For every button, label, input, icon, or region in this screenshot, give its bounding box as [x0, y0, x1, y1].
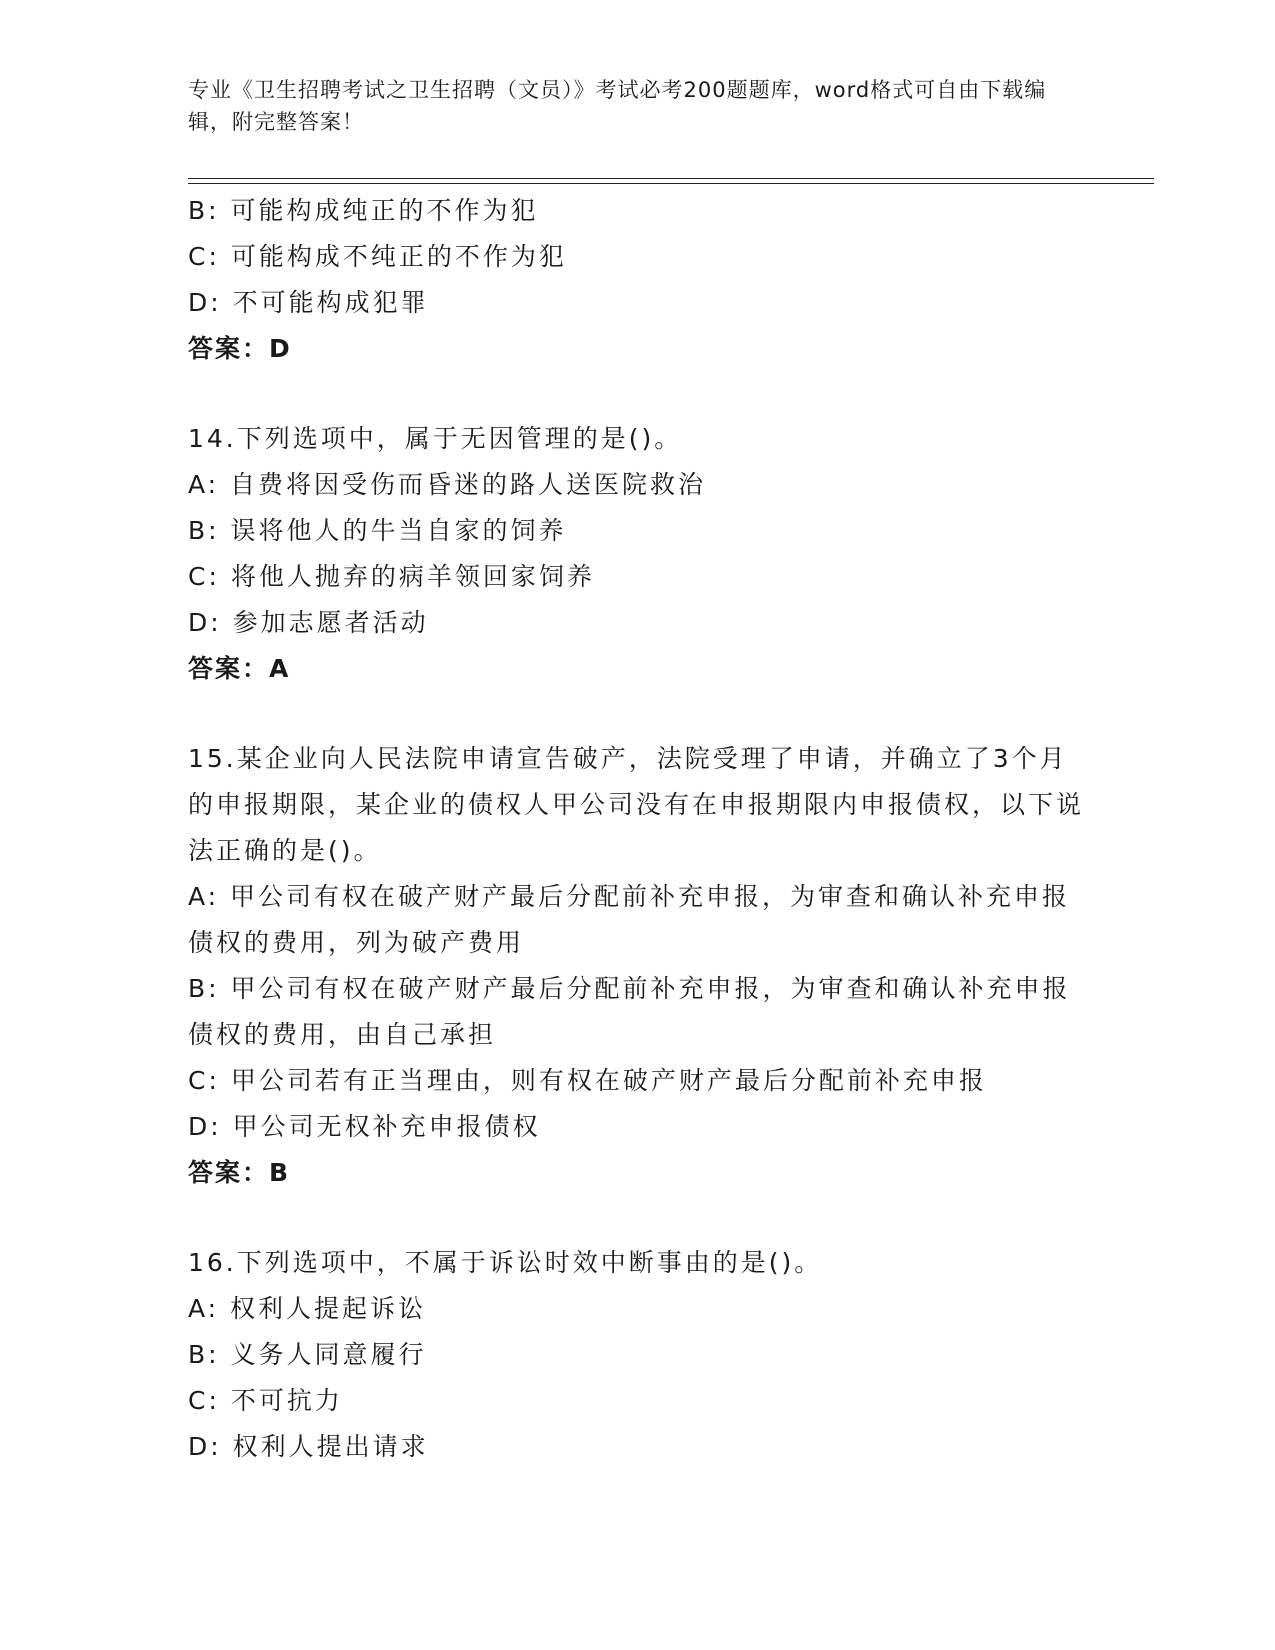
question-16-block	[188, 1240, 1088, 1470]
option-a: A: 权利人提起诉讼	[188, 1294, 427, 1323]
option-d: D: 参加志愿者活动	[188, 608, 429, 637]
option-c: C: 将他人抛弃的病羊领回家饲养	[188, 562, 595, 591]
question-14-text: 14.下列选项中，属于无因管理的是()。	[188, 424, 683, 453]
answer-line: 答案：D	[188, 334, 292, 363]
question-16-text: 16.下列选项中，不属于诉讼时效中断事由的是()。	[188, 1248, 823, 1277]
question-15-block	[188, 736, 1088, 1196]
option-c: C: 甲公司若有正当理由，则有权在破产财产最后分配前补充申报	[188, 1066, 987, 1095]
answer-line: 答案：A	[188, 654, 291, 683]
option-b: B: 误将他人的牛当自家的饲养	[188, 516, 567, 545]
header-rule-top	[188, 178, 1154, 179]
option-d: D: 不可能构成犯罪	[188, 288, 429, 317]
option-b: B: 甲公司有权在破产财产最后分配前补充申报，为审查和确认补充申报债权的费用，由自己承担	[188, 974, 1071, 1049]
option-c: C: 不可抗力	[188, 1386, 343, 1415]
question-15-text: 15.某企业向人民法院申请宣告破产，法院受理了申请，并确立了3个月的申报期限，某企业的债权人甲公司没有在申报期限内申报债权，以下说法正确的是()。	[188, 744, 1085, 865]
option-d: D: 甲公司无权补充申报债权	[188, 1112, 541, 1141]
option-a: A: 自费将因受伤而昏迷的路人送医院救治	[188, 470, 707, 499]
option-c: C: 可能构成不纯正的不作为犯	[188, 242, 567, 271]
option-b: B: 义务人同意履行	[188, 1340, 427, 1369]
option-a: A: 甲公司有权在破产财产最后分配前补充申报，为审查和确认补充申报债权的费用，列为破产费用	[188, 882, 1071, 957]
answer-line: 答案：B	[188, 1158, 291, 1187]
question-14-block	[188, 416, 1088, 692]
question-body	[188, 188, 1088, 1470]
previous-question-block	[188, 188, 1088, 372]
document-header: 专业《卫生招聘考试之卫生招聘（文员）》考试必考200题题库，word格式可自由下载编辑，附完整答案！	[188, 78, 1047, 134]
header-rule-bottom	[188, 183, 1154, 184]
option-b: B: 可能构成纯正的不作为犯	[188, 196, 539, 225]
option-d: D: 权利人提出请求	[188, 1432, 429, 1461]
